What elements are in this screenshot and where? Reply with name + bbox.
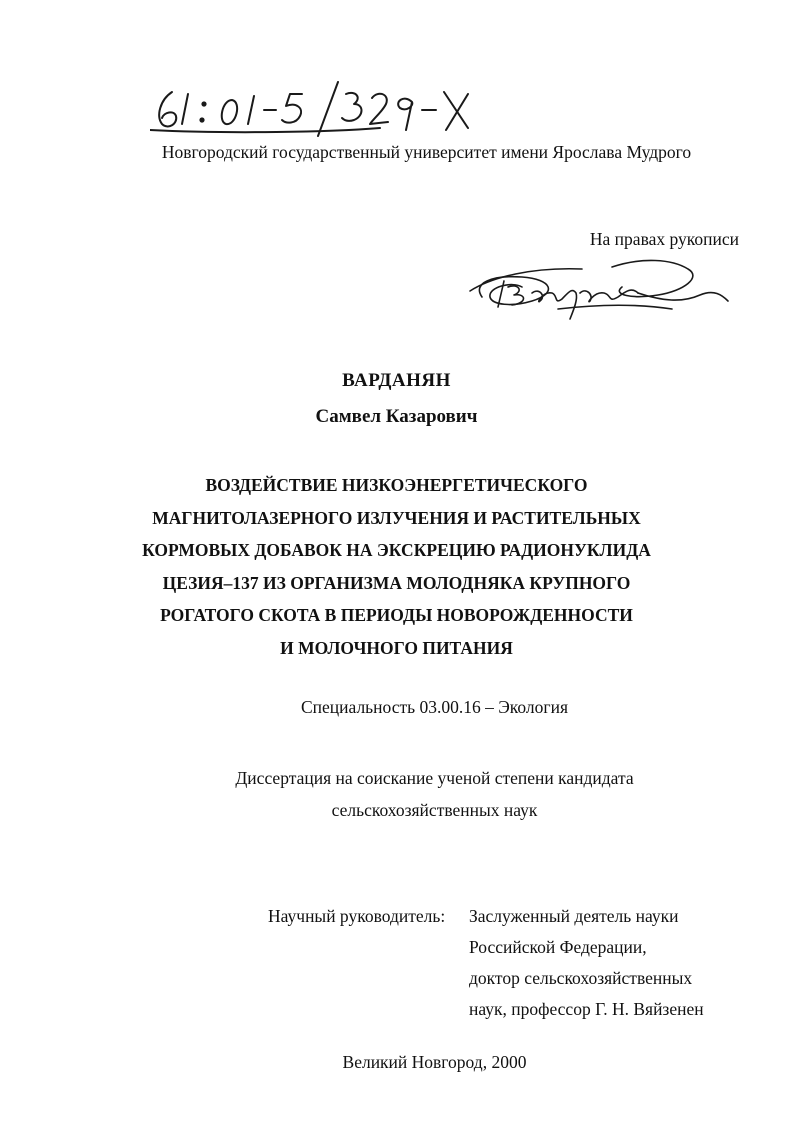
author-surname: ВАРДАНЯН bbox=[342, 370, 451, 391]
author-given-name: Самвел Казарович bbox=[315, 406, 478, 427]
thesis-title bbox=[0, 469, 793, 664]
manuscript-rights-note: На правах рукописи bbox=[589, 229, 739, 249]
supervisor-detail-line: наук, профессор Г. Н. Вяйзенен bbox=[469, 999, 704, 1019]
thesis-title-line: И МОЛОЧНОГО ПИТАНИЯ bbox=[280, 637, 513, 658]
supervisor-details bbox=[469, 901, 704, 1025]
degree-line: Диссертация на соискание ученой степени кандидата bbox=[235, 768, 634, 788]
author-signature bbox=[462, 247, 732, 327]
thesis-title-line: МАГНИТОЛАЗЕРНОГО ИЗЛУЧЕНИЯ И РАСТИТЕЛЬНЫХ bbox=[152, 507, 641, 528]
university-name: Новгородский государственный университет имени Ярослава Мудрого bbox=[161, 142, 692, 162]
supervisor-role: Научный руководитель: bbox=[268, 906, 446, 926]
place-and-year: Великий Новгород, 2000 bbox=[342, 1052, 527, 1072]
specialty: Специальность 03.00.16 – Экология bbox=[300, 697, 568, 717]
thesis-title-line: РОГАТОГО СКОТА В ПЕРИОДЫ НОВОРОЖДЕННОСТИ bbox=[160, 605, 633, 625]
thesis-title-line: ЦЕЗИЯ–137 ИЗ ОРГАНИЗМА МОЛОДНЯКА КРУПНОГО bbox=[162, 572, 631, 593]
thesis-title-line: КОРМОВЫХ ДОБАВОК НА ЭКСКРЕЦИЮ РАДИОНУКЛИДА bbox=[142, 540, 651, 560]
degree-statement bbox=[0, 762, 793, 826]
supervisor-detail-line: Российской Федерации, bbox=[469, 937, 647, 957]
supervisor-detail-line: Заслуженный деятель науки bbox=[469, 906, 679, 926]
handwritten-catalog-code bbox=[150, 72, 510, 142]
supervisor-detail-line: доктор сельскохозяйственных bbox=[469, 968, 693, 988]
thesis-title-line: ВОЗДЕЙСТВИЕ НИЗКОЭНЕРГЕТИЧЕСКОГО bbox=[205, 475, 588, 495]
degree-line: сельскохозяйственных наук bbox=[331, 800, 538, 820]
